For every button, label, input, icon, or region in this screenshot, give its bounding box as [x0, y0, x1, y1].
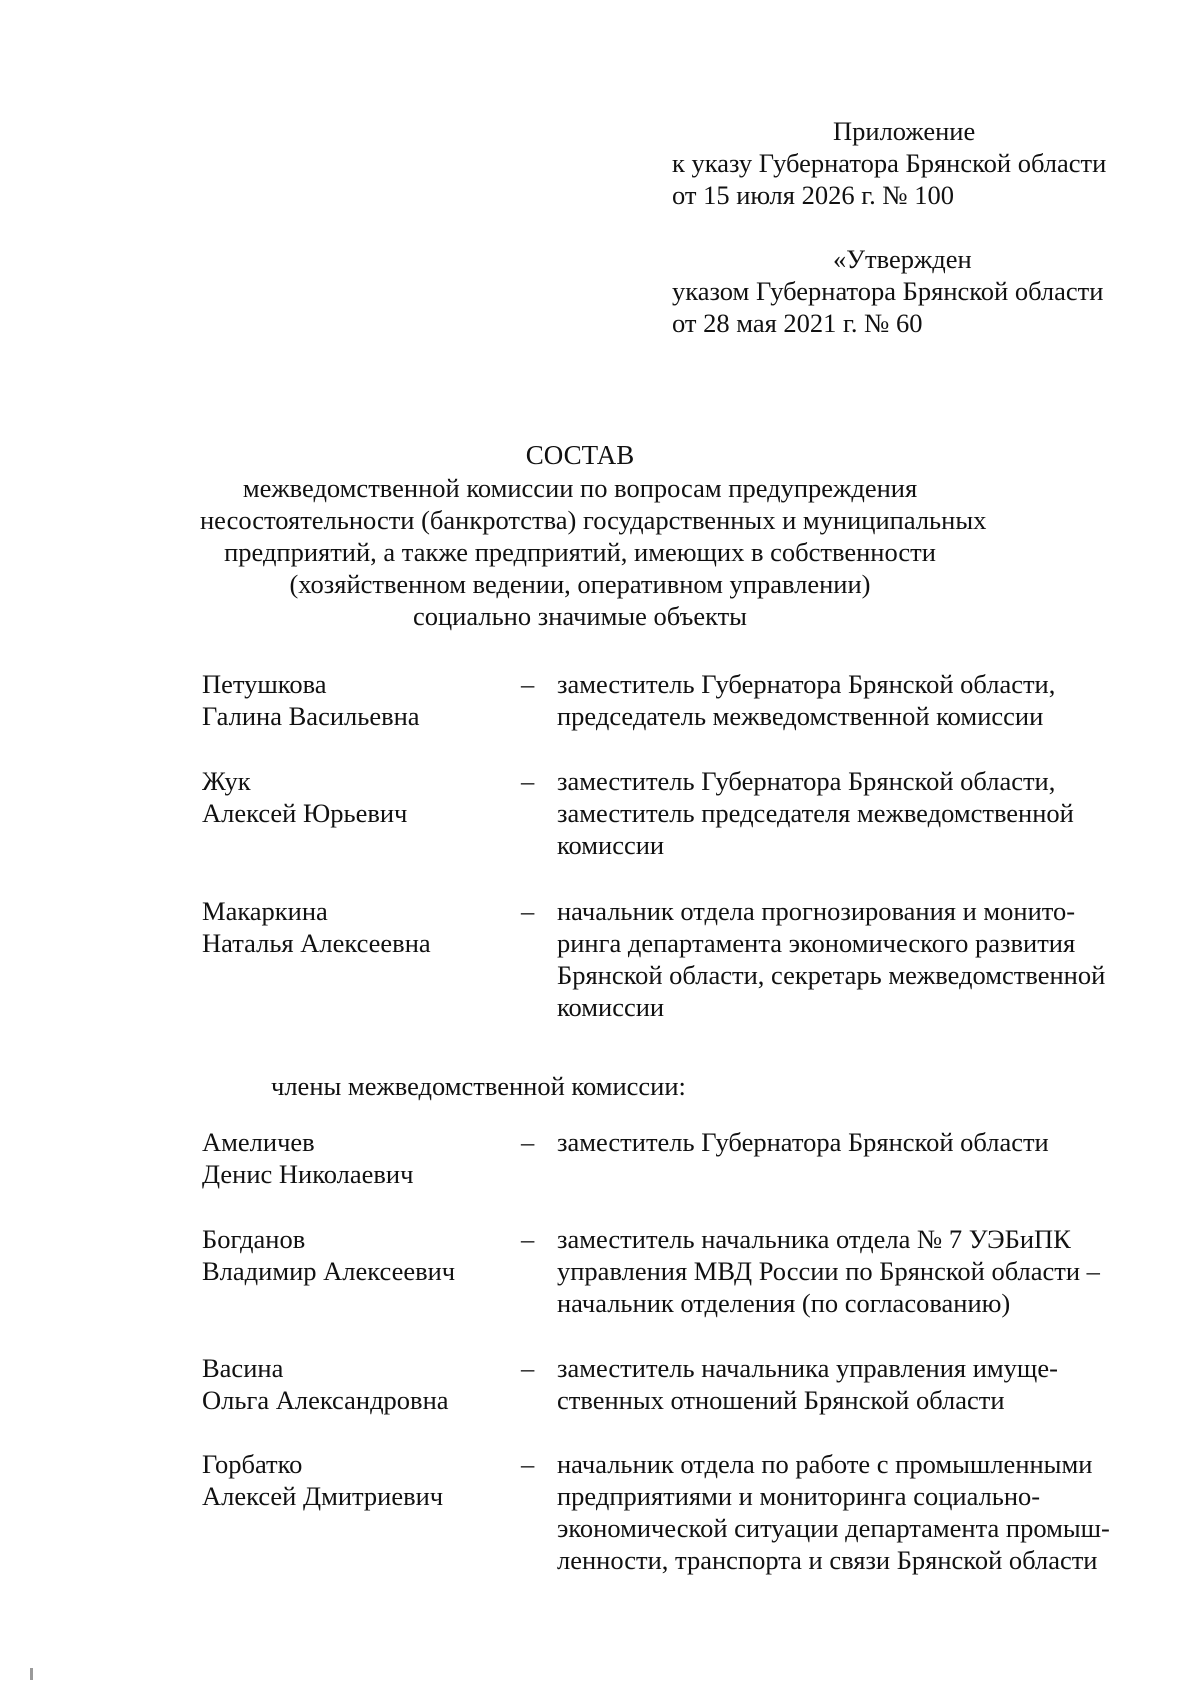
appendix-decree-date: от 15 июля 2026 г. № 100 [672, 180, 955, 210]
entry-dash: – [521, 1353, 535, 1383]
role-line: начальник отделения (по согласованию) [557, 1288, 1011, 1318]
role-line: ственных отношений Брянской области [557, 1385, 1005, 1415]
member-given-names: Денис Николаевич [202, 1159, 414, 1189]
scan-artifact [30, 1668, 33, 1680]
role-line: ленности, транспорта и связи Брянской области [557, 1545, 1098, 1575]
title-line: предприятий, а также предприятий, имеющих в собственности [224, 537, 936, 567]
member-name [202, 1352, 449, 1416]
role-line: комиссии [557, 830, 665, 860]
member-surname: Жук [202, 766, 251, 796]
entry-dash: – [521, 1224, 535, 1254]
approved-decree-date: от 28 мая 2021 г. № 60 [672, 308, 923, 338]
role-line: начальник отдела прогнозирования и монито- [557, 896, 1076, 926]
title-line: (хозяйственном ведении, оперативном управлении) [289, 569, 871, 599]
document-title-block [200, 438, 987, 632]
member-surname: Васина [202, 1353, 284, 1383]
role-line: заместитель Губернатора Брянской области [557, 1127, 1049, 1157]
appendix-label: Приложение [833, 116, 976, 146]
member-name [202, 1223, 455, 1287]
member-given-names: Наталья Алексеевна [202, 928, 431, 958]
title-line: социально значимые объекты [412, 601, 747, 631]
role-line: начальник отдела по работе с промышленными [557, 1449, 1093, 1479]
role-line: председатель межведомственной комиссии [557, 701, 1044, 731]
member-name [202, 1448, 443, 1512]
entry-dash: – [521, 1127, 535, 1157]
member-name [202, 895, 431, 959]
approved-label: «Утвержден [833, 244, 972, 274]
approved-decree-reference: указом Губернатора Брянской области [672, 276, 1104, 306]
role-line: комиссии [557, 992, 665, 1022]
role-line: заместитель председателя межведомственной [557, 798, 1074, 828]
role-line: Брянской области, секретарь межведомственной [557, 960, 1106, 990]
member-given-names: Владимир Алексеевич [202, 1256, 456, 1286]
role-line: заместитель начальника отдела № 7 УЭБиПК [557, 1224, 1071, 1254]
title-line: несостоятельности (банкротства) государственных и муниципальных [200, 505, 987, 535]
entry-dash: – [521, 1449, 535, 1479]
role-line: заместитель Губернатора Брянской области, [557, 669, 1056, 699]
role-line: заместитель начальника управления имуще- [557, 1353, 1058, 1383]
member-name [202, 668, 420, 732]
member-given-names: Алексей Дмитриевич [202, 1481, 444, 1511]
member-given-names: Галина Васильевна [202, 701, 420, 731]
document-title: СОСТАВ [525, 440, 635, 470]
members-heading: члены межведомственной комиссии: [271, 1071, 686, 1101]
role-line: ринга департамента экономического развития [557, 928, 1076, 958]
member-role [557, 1352, 1157, 1416]
member-surname: Горбатко [202, 1449, 303, 1479]
member-surname: Макаркина [202, 896, 328, 926]
title-line: межведомственной комиссии по вопросам предупреждения [242, 473, 918, 503]
member-surname: Богданов [202, 1224, 306, 1254]
member-role [557, 1223, 1157, 1319]
role-line: управления МВД России по Брянской области – [557, 1256, 1100, 1286]
member-name [202, 1126, 413, 1190]
role-line: заместитель Губернатора Брянской области, [557, 766, 1056, 796]
role-line: экономической ситуации департамента промыш- [557, 1513, 1110, 1543]
entry-dash: – [521, 669, 535, 699]
entry-dash: – [521, 766, 535, 796]
entry-dash: – [521, 896, 535, 926]
member-given-names: Ольга Александровна [202, 1385, 449, 1415]
member-role [557, 895, 1157, 1023]
member-role [557, 765, 1157, 861]
member-role [557, 668, 1157, 732]
member-role [557, 1448, 1157, 1576]
member-role [557, 1126, 1157, 1158]
member-surname: Амеличев [202, 1127, 315, 1157]
member-surname: Петушкова [202, 669, 327, 699]
role-line: предприятиями и мониторинга социально- [557, 1481, 1041, 1511]
member-name [202, 765, 407, 829]
member-given-names: Алексей Юрьевич [202, 798, 408, 828]
appendix-decree-reference: к указу Губернатора Брянской области [672, 148, 1107, 178]
